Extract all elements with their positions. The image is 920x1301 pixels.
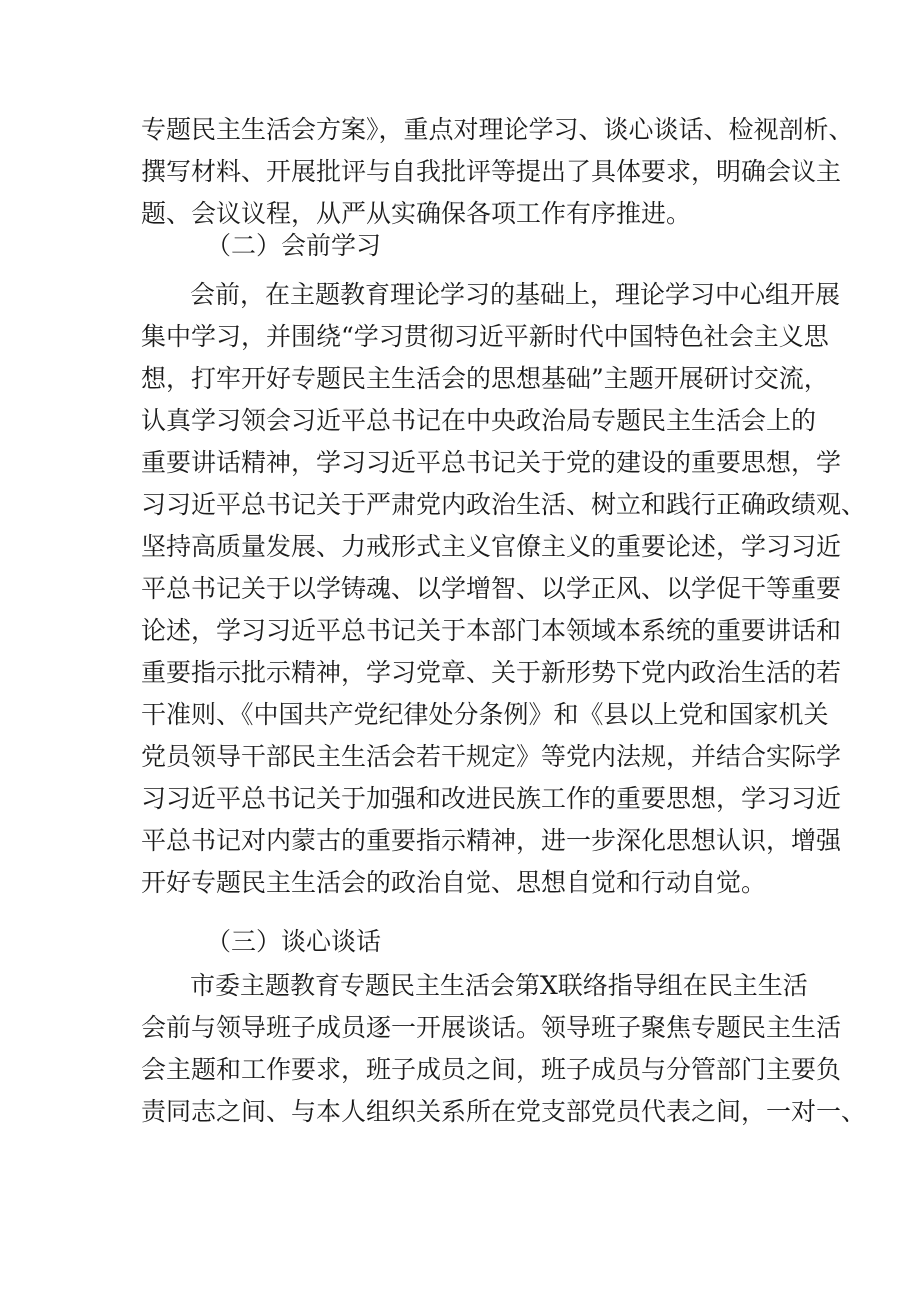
- text-line: 平总书记关于以学铸魂、以学增智、以学正风、以学促干等重要: [141, 574, 842, 603]
- text-line: 会前与领导班子成员逐一开展谈话。领导班子聚焦专题民主生活: [141, 1013, 842, 1042]
- text-line: 干准则、《中国共产党纪律处分条例》和《县以上党和国家机关: [141, 700, 829, 729]
- text-line: 习习近平总书记关于加强和改进民族工作的重要思想，学习习近: [141, 784, 842, 813]
- text-line: 会主题和工作要求，班子成员之间，班子成员与分管部门主要负: [141, 1055, 842, 1084]
- text-line: 想，打牢开好专题民主生活会的思想基础”主题开展研讨交流，: [141, 364, 829, 393]
- paragraph-first-line: 会前，在主题教育理论学习的基础上，理论学习中心组开展: [190, 280, 841, 309]
- text-line: 专题民主生活会方案》，重点对理论学习、谈心谈话、检视剖析、: [141, 115, 854, 144]
- section-heading: （二）会前学习: [206, 231, 382, 260]
- text-line: 责同志之间、与本人组织关系所在党支部党员代表之间，一对一、: [141, 1097, 867, 1126]
- text-line: 党员领导干部民主生活会若干规定》等党内法规，并结合实际学: [141, 742, 842, 771]
- text-line: 认真学习领会习近平总书记在中央政治局专题民主生活会上的: [141, 406, 817, 435]
- text-line: 重要讲话精神，学习习近平总书记关于党的建设的重要思想，学: [141, 448, 842, 477]
- paragraph-first-line: 市委主题教育专题民主生活会第X联络指导组在民主生活: [190, 971, 808, 1000]
- text-line: 集中学习，并围绕“学习贯彻习近平新时代中国特色社会主义思: [141, 322, 829, 351]
- section-heading: （三）谈心谈话: [206, 927, 382, 956]
- text-line: 题、会议议程，从严从实确保各项工作有序推进。: [141, 199, 692, 228]
- text-line: 论述，学习习近平总书记关于本部门本领域本系统的重要讲话和: [141, 616, 842, 645]
- text-line: 开好专题民主生活会的政治自觉、思想自觉和行动自觉。: [141, 868, 767, 897]
- text-line: 坚持高质量发展、力戒形式主义官僚主义的重要论述，学习习近: [141, 532, 842, 561]
- text-line: 撰写材料、开展批评与自我批评等提出了具体要求，明确会议主: [141, 157, 842, 186]
- text-line: 重要指示批示精神，学习党章、关于新形势下党内政治生活的若: [141, 658, 842, 687]
- text-line: 习习近平总书记关于严肃党内政治生活、树立和践行正确政绩观、: [141, 490, 867, 519]
- text-line: 平总书记对内蒙古的重要指示精神，进一步深化思想认识，增强: [141, 826, 842, 855]
